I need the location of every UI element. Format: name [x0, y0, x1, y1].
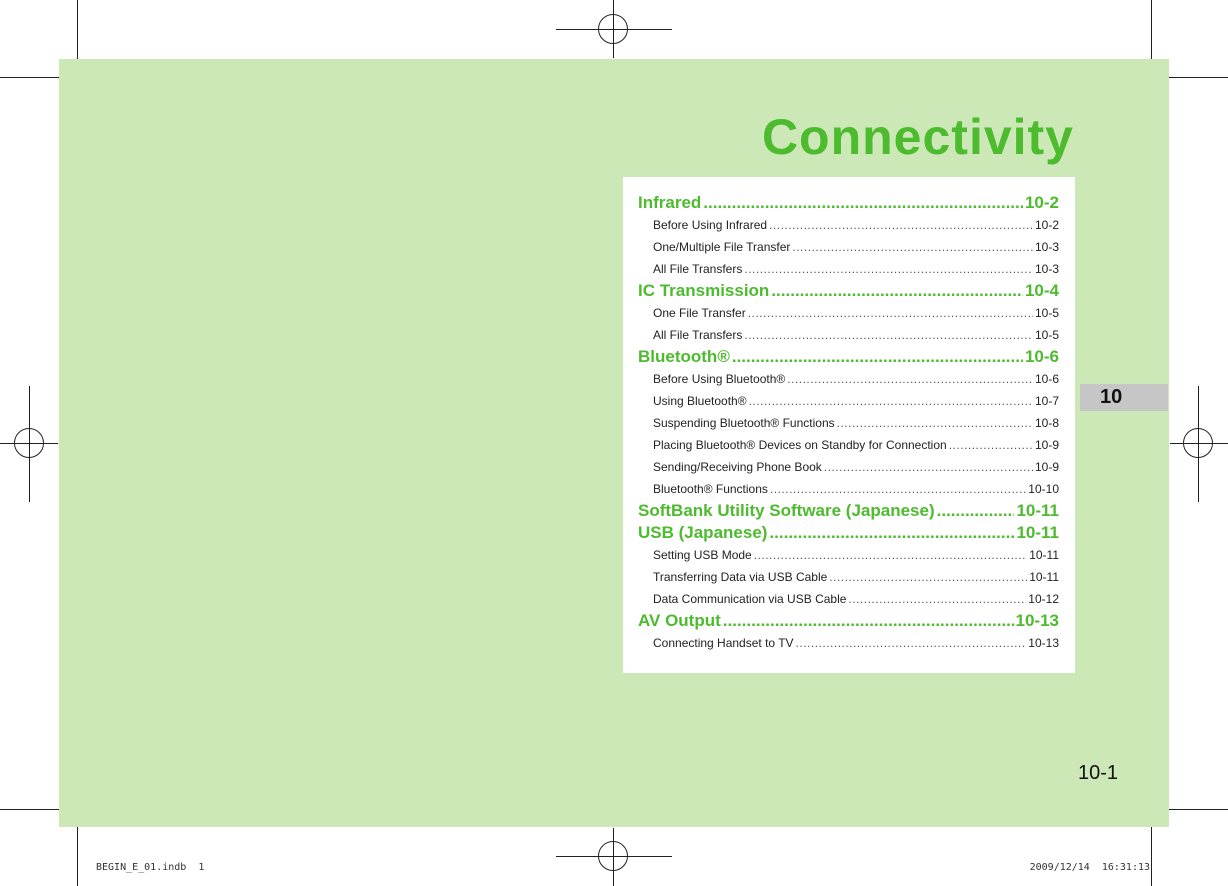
toc-leader-dots [754, 544, 1027, 566]
toc-page-number: 10-13 [1015, 611, 1059, 630]
toc-label: Data Communication via USB Cable [653, 592, 847, 606]
toc-leader-dots [848, 588, 1026, 610]
toc-label: All File Transfers [653, 262, 743, 276]
toc-label: Suspending Bluetooth® Functions [653, 416, 835, 430]
toc-leader-dots [937, 500, 1015, 522]
toc-leader-dots [829, 566, 1027, 588]
toc-page-number: 10-6 [1034, 372, 1059, 386]
toc-label: Infrared [638, 193, 702, 212]
toc-entry [638, 478, 1059, 500]
toc-section [638, 500, 1059, 522]
toc-leader-dots [703, 192, 1023, 214]
toc-entry [638, 258, 1059, 280]
footer-file-name: BEGIN_E_01.indb 1 [96, 862, 205, 873]
toc-entry [638, 214, 1059, 236]
toc-page-number: 10-2 [1034, 218, 1059, 232]
toc-page-number: 10-3 [1034, 240, 1059, 254]
toc-page-number: 10-10 [1028, 482, 1059, 496]
toc-entry [638, 236, 1059, 258]
toc-leader-dots [787, 368, 1033, 390]
toc-entry [638, 390, 1059, 412]
toc-leader-dots [771, 280, 1023, 302]
toc-page-number: 10-2 [1024, 193, 1059, 212]
toc-page-number: 10-11 [1016, 523, 1059, 542]
toc-leader-dots [792, 236, 1033, 258]
toc-leader-dots [744, 258, 1033, 280]
toc-page-number: 10-5 [1034, 328, 1059, 342]
toc-entry [638, 434, 1059, 456]
toc-leader-dots [769, 522, 1014, 544]
toc-leader-dots [837, 412, 1033, 434]
registration-mark-top [598, 14, 628, 44]
toc-label: SoftBank Utility Software (Japanese) [638, 501, 935, 520]
toc-section [638, 610, 1059, 632]
toc-leader-dots [949, 434, 1033, 456]
toc-page-number: 10-9 [1034, 438, 1059, 452]
toc-label: Sending/Receiving Phone Book [653, 460, 822, 474]
toc-page-number: 10-11 [1029, 548, 1059, 562]
toc-label: Connecting Handset to TV [653, 636, 794, 650]
toc-page-number: 10-6 [1024, 347, 1059, 366]
toc-entry [638, 324, 1059, 346]
toc-entry [638, 412, 1059, 434]
toc-label: Before Using Bluetooth® [653, 372, 786, 386]
toc-entry [638, 544, 1059, 566]
toc-label: One/Multiple File Transfer [653, 240, 791, 254]
toc-label: Before Using Infrared [653, 218, 768, 232]
toc-page-number: 10-13 [1028, 636, 1059, 650]
toc-entry [638, 456, 1059, 478]
toc-leader-dots [748, 302, 1033, 324]
toc-label: Using Bluetooth® [653, 394, 747, 408]
toc-entry [638, 566, 1059, 588]
footer-timestamp: 2009/12/14 16:31:13 [1029, 862, 1150, 873]
registration-mark-right [1183, 428, 1213, 458]
toc-leader-dots [796, 632, 1027, 654]
toc-label: USB (Japanese) [638, 523, 768, 542]
toc-section [638, 192, 1059, 214]
toc-label: Bluetooth® [638, 347, 730, 366]
toc-section [638, 280, 1059, 302]
toc-label: Setting USB Mode [653, 548, 752, 562]
toc-page-number: 10-12 [1028, 592, 1059, 606]
toc-label: All File Transfers [653, 328, 743, 342]
toc-section [638, 522, 1059, 544]
toc-page-number: 10-5 [1034, 306, 1059, 320]
toc-label: One File Transfer [653, 306, 746, 320]
toc-page-number: 10-9 [1034, 460, 1059, 474]
page-number: 10-1 [1077, 762, 1118, 784]
toc-leader-dots [749, 390, 1033, 412]
chapter-tab: 10 [1080, 384, 1168, 411]
toc-leader-dots [723, 610, 1014, 632]
toc-page-number: 10-3 [1034, 262, 1059, 276]
toc-page-number: 10-4 [1024, 281, 1059, 300]
toc-page-number: 10-8 [1034, 416, 1059, 430]
registration-mark-left [14, 428, 44, 458]
toc-label: Transferring Data via USB Cable [653, 570, 828, 584]
toc-entry [638, 302, 1059, 324]
toc-leader-dots [824, 456, 1033, 478]
chapter-title: Connectivity [761, 109, 1074, 165]
toc-page-number: 10-7 [1034, 394, 1059, 408]
toc-section [638, 346, 1059, 368]
toc-leader-dots [770, 478, 1026, 500]
toc-label: Placing Bluetooth® Devices on Standby for Connection [653, 438, 947, 452]
toc-page-number: 10-11 [1016, 501, 1059, 520]
toc-entry [638, 368, 1059, 390]
toc-entry [638, 632, 1059, 654]
toc-label: Bluetooth® Functions [653, 482, 768, 496]
toc-leader-dots [732, 346, 1023, 368]
toc-label: IC Transmission [638, 281, 770, 300]
toc-label: AV Output [638, 611, 721, 630]
toc-page-number: 10-11 [1029, 570, 1059, 584]
toc-entry [638, 588, 1059, 610]
registration-mark-bottom [598, 841, 628, 871]
table-of-contents [623, 177, 1075, 673]
toc-leader-dots [769, 214, 1033, 236]
toc-leader-dots [744, 324, 1033, 346]
